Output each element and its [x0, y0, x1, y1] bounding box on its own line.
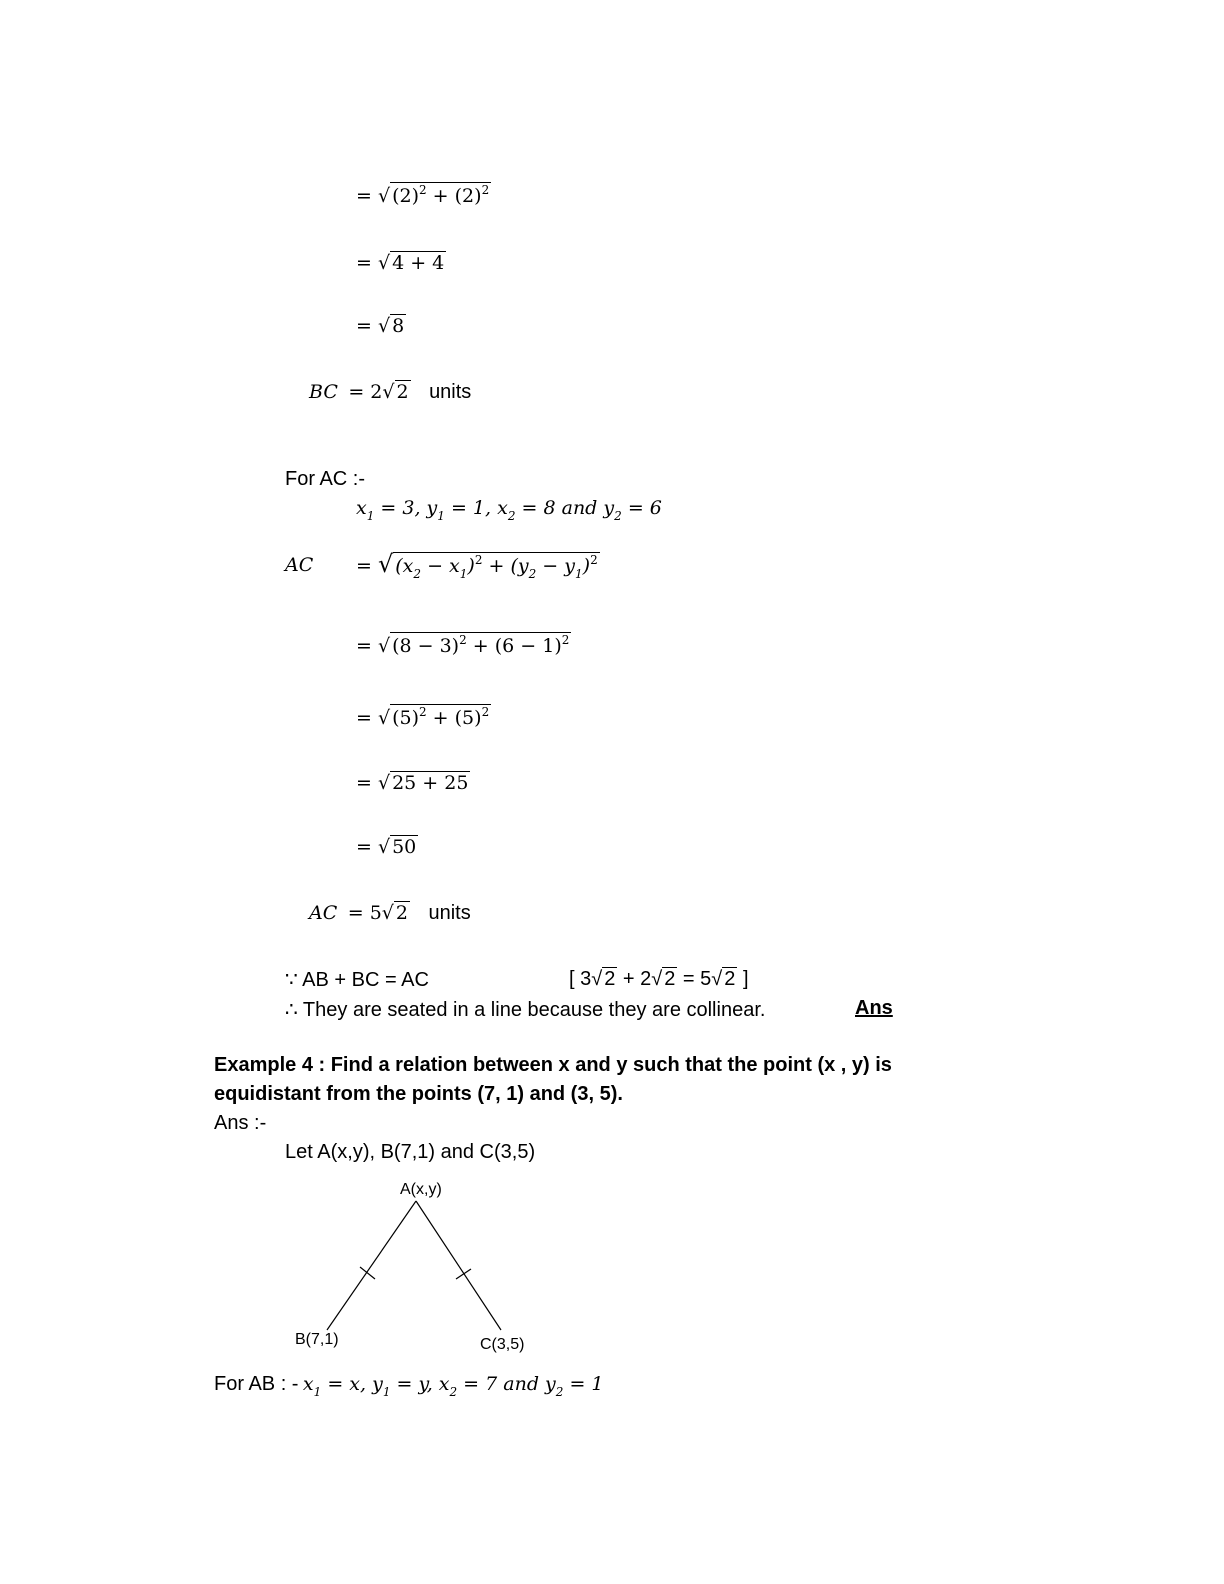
ans-marker: Ans: [855, 997, 893, 1019]
example4-ans-label: Ans :-: [214, 1112, 267, 1134]
line-ab: [327, 1201, 416, 1330]
ac-step-1: = √ $(8 - 3)^2 + (6 - 1)^2$: [356, 633, 570, 657]
tick-ab: [360, 1267, 375, 1279]
ac-result-rhs: = 5√ 2: [341, 902, 409, 924]
ac-step-3: = √ 25 + 25: [356, 772, 469, 794]
ac-formula: = √ $(x_2 - x_1)^2 + (y_2 - y_1)^2$: [356, 550, 598, 581]
ac-heading: For AC :-: [285, 468, 366, 490]
bc-result-rhs: = 2√ 2: [342, 381, 409, 403]
ac-result-lhs: AC: [309, 902, 338, 924]
equals-sign: =: [356, 185, 372, 207]
for-ab-line: [214, 1373, 604, 1399]
bc-step-2: = √ 4 + 4: [356, 252, 445, 274]
ac-step-2: = √ $(5)^2 + (5)^2$: [356, 705, 490, 729]
label-b: B(7,1): [295, 1331, 339, 1348]
example4-question-line1: Example 4 : Find a relation between x and y such that the point (x , y) is: [214, 1054, 892, 1076]
bc-result-lhs: BC: [309, 381, 338, 403]
bc-step-3: = √ 8: [356, 315, 405, 337]
ac-result: [309, 901, 471, 925]
ac-given-values: $x_1 = 3$, $y_1 = 1$, $x_2 = 8$ and $y_2 = 6$: [356, 497, 662, 523]
example4-let-line: Let A(x,y), B(7,1) and C(3,5): [285, 1141, 536, 1163]
radicand: $(2)^2 + (2)^2$: [392, 183, 490, 207]
label-a: A(x,y): [400, 1181, 442, 1198]
tick-ac: [456, 1269, 471, 1279]
therefore-line: ∴ They are seated in a line because they are collinear.: [285, 999, 766, 1021]
bc-result: [309, 380, 471, 404]
for-ab-values: $x_1 = x$, $y_1 = y$, $x_2 = 7$ and $y_2 = 1$: [302, 1373, 604, 1399]
line-ac: [416, 1201, 501, 1330]
bracket-identity: [ 3√ 2 + 2√ 2 = 5√ 2 ]: [569, 968, 749, 990]
ac-step-4: = √ 50: [356, 836, 417, 858]
ac-label: AC: [285, 554, 314, 576]
bc-result-unit: units: [429, 381, 472, 403]
bc-step-1: [356, 182, 491, 207]
sqrt-symbol: √: [377, 185, 391, 207]
for-ab-label: For AB : -: [214, 1373, 299, 1395]
example4-question-line2: equidistant from the points (7, 1) and (3, 5).: [214, 1083, 623, 1105]
label-c: C(3,5): [480, 1336, 525, 1353]
triangle-diagram: [280, 1175, 560, 1360]
because-line: ∵ AB + BC = AC: [285, 969, 429, 991]
ac-result-unit: units: [428, 902, 471, 924]
